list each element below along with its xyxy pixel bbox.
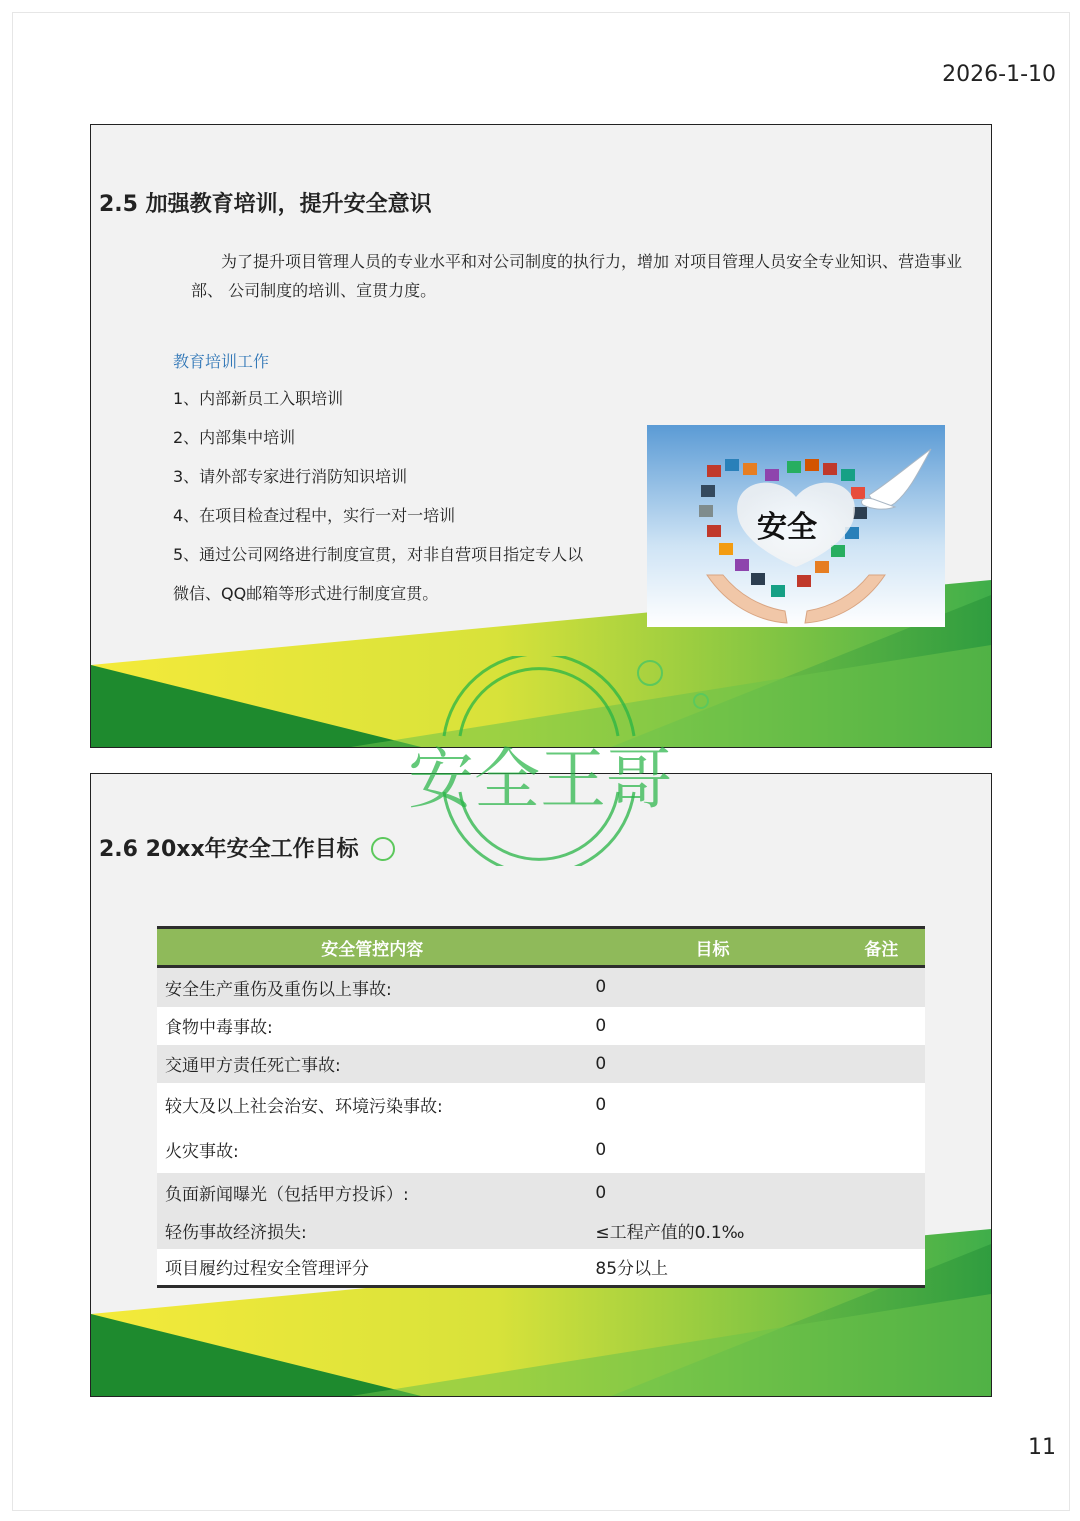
cell-content: 安全生产重伤及重伤以上事故:	[157, 967, 587, 1007]
cell-target: 0	[587, 967, 837, 1007]
slide-safety-goals	[90, 773, 992, 1397]
cell-note	[838, 1007, 925, 1045]
image-caption: 安全	[757, 510, 817, 545]
table-header-row	[157, 928, 925, 967]
list-item: 3、请外部专家进行消防知识培训	[173, 467, 408, 486]
cell-content: 食物中毒事故:	[157, 1007, 587, 1045]
table-row	[157, 1213, 925, 1249]
list-item: 2、内部集中培训	[173, 428, 296, 447]
list-heading: 教育培训工作	[173, 352, 270, 371]
cell-content: 较大及以上社会治安、环境污染事故:	[157, 1083, 587, 1127]
cell-target: 0	[587, 1127, 837, 1173]
cell-note	[838, 1127, 925, 1173]
slide-title: 2.5 加强教育培训，提升安全意识	[99, 192, 432, 217]
list-item: 1、内部新员工入职培训	[173, 389, 344, 408]
table-row	[157, 967, 925, 1007]
cell-target: 0	[587, 1083, 837, 1127]
list-item: 微信、QQ邮箱等形式进行制度宣贯。	[173, 584, 439, 603]
cell-target: ≤工程产值的0.1‰	[587, 1213, 837, 1249]
page-number: 11	[1028, 1435, 1056, 1460]
list-item: 5、通过公司网络进行制度宣贯，对非自营项目指定专人以	[173, 545, 584, 564]
cell-note	[838, 1045, 925, 1083]
column-header-content: 安全管控内容	[157, 928, 587, 967]
training-list	[173, 387, 583, 621]
decorative-ring-icon	[371, 837, 395, 861]
table-row	[157, 1173, 925, 1213]
table-row	[157, 1083, 925, 1127]
cell-content: 火灾事故:	[157, 1127, 587, 1173]
cell-note	[838, 1083, 925, 1127]
cell-note	[838, 1249, 925, 1287]
cell-content: 交通甲方责任死亡事故:	[157, 1045, 587, 1083]
watermark-text: 安全王哥	[408, 741, 672, 818]
cell-note	[838, 967, 925, 1007]
table-row	[157, 1007, 925, 1045]
table-row	[157, 1045, 925, 1083]
cell-target: 85分以上	[587, 1249, 837, 1287]
cell-target: 0	[587, 1045, 837, 1083]
column-header-target: 目标	[587, 928, 837, 967]
cell-target: 0	[587, 1007, 837, 1045]
cell-content: 轻伤事故经济损失:	[157, 1213, 587, 1249]
safety-heart-image	[647, 425, 945, 627]
cell-note	[838, 1213, 925, 1249]
cell-note	[838, 1173, 925, 1213]
cell-target: 0	[587, 1173, 837, 1213]
decorative-ring-icon	[693, 693, 709, 709]
column-header-note: 备注	[838, 928, 925, 967]
table-row	[157, 1127, 925, 1173]
slide-education-training	[90, 124, 992, 748]
list-item: 4、在项目检查过程中，实行一对一培训	[173, 506, 456, 525]
decorative-ring-icon	[637, 660, 663, 686]
page-date: 2026-1-10	[942, 62, 1056, 87]
cell-content: 负面新闻曝光（包括甲方投诉）:	[157, 1173, 587, 1213]
slide-title: 2.6 20xx年安全工作目标	[99, 837, 359, 862]
cell-content: 项目履约过程安全管理评分	[157, 1249, 587, 1287]
table-row	[157, 1249, 925, 1287]
safety-goals-table	[157, 926, 925, 1288]
intro-paragraph: 为了提升项目管理人员的专业水平和对公司制度的执行力，增加 对项目管理人员安全专业知识、营造事业部、 公司制度的培训、宣贯力度。	[191, 252, 963, 300]
